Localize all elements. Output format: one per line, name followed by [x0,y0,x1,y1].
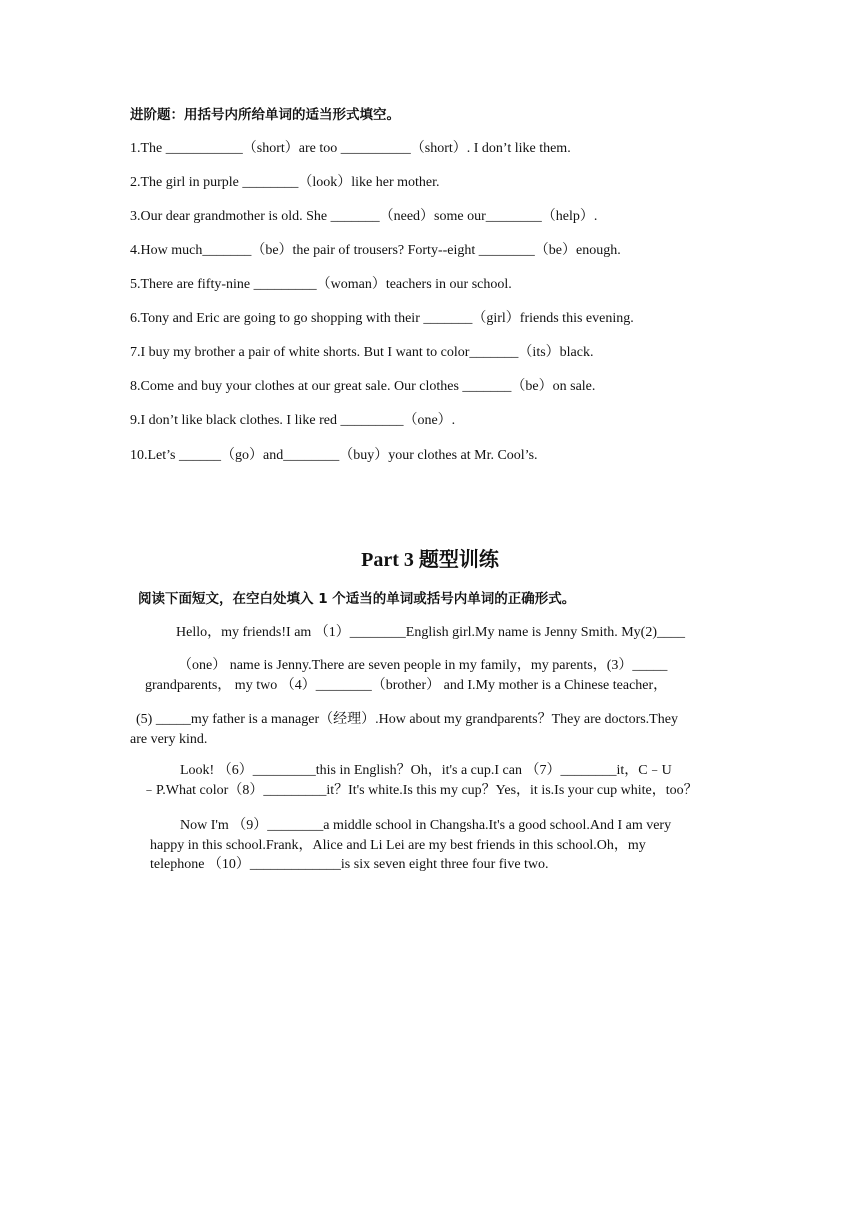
question-5: 5.There are fifty-nine _________（woman）teachers in our school. [130,277,512,292]
passage-line-4: (5) _____my father is a manager（经理）.How about my grandparents？They are doctors.They [136,712,678,727]
passage-line-3: grandparents， my two （4）________（brother） and I.My mother is a Chinese teacher， [145,678,668,693]
question-3: 3.Our dear grandmother is old. She _______（need）some our________（help）. [130,209,598,224]
question-2: 2.The girl in purple ________（look）like her mother. [130,175,440,190]
question-4: 4.How much_______（be）the pair of trousers? Forty--eight ________（be）enough. [130,243,621,258]
part-label: Part 3 [361,549,414,571]
question-1: 1.The ___________（short）are too __________（short）. I don’t like them. [130,141,571,156]
question-7: 7.I buy my brother a pair of white shorts. But I want to color_______（its）black. [130,345,594,360]
question-6: 6.Tony and Eric are going to go shopping with their _______（girl）friends this evening. [130,311,634,326]
question-10: 10.Let’s ______（go）and________（buy）your clothes at Mr. Cool’s. [130,448,538,463]
passage-line-2: （one） name is Jenny.There are seven people in my family，my parents，(3）_____ [178,658,668,673]
question-8: 8.Come and buy your clothes at our great sale. Our clothes _______（be）on sale. [130,379,596,394]
part-title [0,546,860,573]
passage-line-7: ﹣P.What color（8）_________it？It's white.Is this my cup？Yes，it is.Is your cup white，too？ [142,783,698,798]
question-9: 9.I don’t like black clothes. I like red _________（one）. [130,413,456,428]
reading-instruction: 阅读下面短文，在空白处填入 1 个适当的单词或括号内单词的正确形式。 [138,591,576,607]
passage-line-6: Look! （6）_________this in English？Oh，it's a cup.I can （7）________it，C﹣U [180,763,672,778]
passage-line-5: are very kind. [130,732,208,747]
passage-line-8: Now I'm （9）________a middle school in Changsha.It's a good school.And I am very [180,818,672,833]
part-title-cn: 题型训练 [418,547,499,571]
passage-line-1: Hello，my friends!I am （1）________English girl.My name is Jenny Smith. My(2)____ [176,625,686,640]
passage-line-9: happy in this school.Frank，Alice and Li Lei are my best friends in this school.Oh，my [150,838,646,853]
section-heading: 进阶题：用括号内所给单词的适当形式填空。 [130,107,400,123]
passage-line-10: telephone （10）_____________is six seven eight three four five two. [150,857,549,872]
